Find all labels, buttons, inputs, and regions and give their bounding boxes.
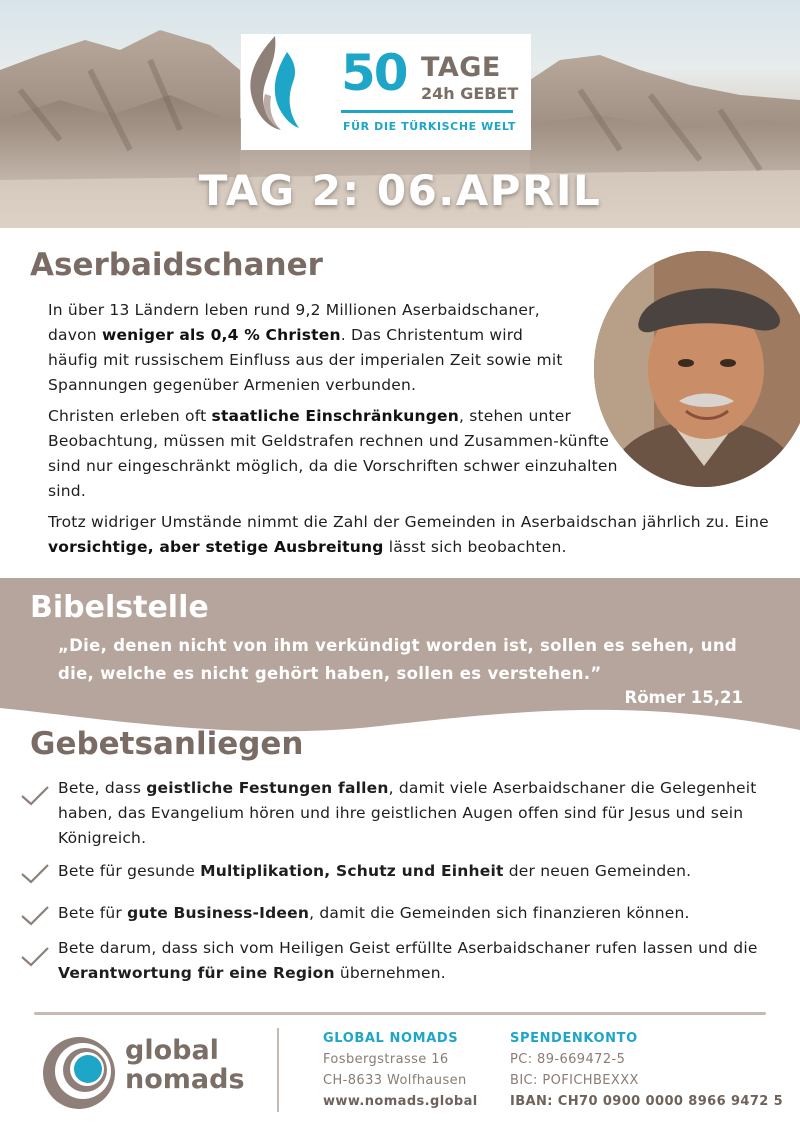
footer-separator xyxy=(277,1028,279,1112)
day-title: TAG 2: 06.APRIL xyxy=(198,166,602,215)
logo-tage: TAGE xyxy=(421,52,501,83)
bible-reference: Römer 15,21 xyxy=(624,688,743,707)
flame-logo-icon xyxy=(241,34,305,132)
logo-gebet: 24h GEBET xyxy=(421,84,519,103)
logo-number: 50 xyxy=(341,44,407,102)
prayer-item: Bete für gute Business-Ideen, damit die Gemeinden sich finanzieren können. xyxy=(58,904,690,922)
campaign-logo xyxy=(241,34,531,150)
donation-account: SPENDENKONTO PC: 89-669472-5 BIC: POFICHBEXXX IBAN: CH70 0900 0000 8966 9472 5 xyxy=(510,1031,784,1109)
section-heading-gebetsanliegen: Gebetsanliegen xyxy=(30,726,304,762)
global-nomads-wordmark: global nomads xyxy=(125,1035,245,1095)
organization-address: GLOBAL NOMADS Fosbergstrasse 16 CH-8633 Wolfhausen www.nomads.global xyxy=(323,1028,478,1112)
intro-paragraph: In über 13 Ländern leben rund 9,2 Millionen Aserbaidschaner, davon weniger als 0,4 % Christen. Das Christentum wird häufig mit russischem Einfluss aus der imperialen Zeit sowie mit Spannungen gegenüber Armenien verbunden. xyxy=(48,301,563,394)
bible-quote: „Die, denen nicht von ihm verkündigt worden ist, sollen es sehen, und die, welche es nicht gehört haben, sollen es verstehen.” xyxy=(58,636,737,683)
bible-heading: Bibelstelle xyxy=(30,590,209,625)
checkmark-icon xyxy=(20,862,50,886)
checkmark-icon xyxy=(20,904,50,928)
logo-subtitle: FÜR DIE TÜRKISCHE WELT xyxy=(343,120,516,133)
section-heading-aserbaidschaner: Aserbaidschaner xyxy=(30,247,323,283)
elderly-man-illustration xyxy=(594,251,800,487)
prayer-item: Bete darum, dass sich vom Heiligen Geist erfüllte Aserbaidschaner rufen lassen und die Verantwortung für eine Region übernehmen. xyxy=(58,939,758,982)
hero-banner xyxy=(0,0,800,228)
global-nomads-ring-icon xyxy=(40,1034,118,1112)
restrictions-paragraph: Christen erleben oft staatliche Einschränkungen, stehen unter Beobachtung, müssen mit Geldstrafen rechnen und Zusammen-künfte sind nur eingeschränkt möglich, da die Vorschriften schwer einzuhalten sind. xyxy=(48,407,618,500)
checkmark-icon xyxy=(20,784,50,808)
website-link[interactable]: www.nomads.global xyxy=(323,1094,478,1109)
growth-paragraph: Trotz widriger Umstände nimmt die Zahl der Gemeinden in Aserbaidschan jährlich zu. Eine vorsichtige, aber stetige Ausbreitung lässt sich beobachten. xyxy=(48,513,769,556)
checkmark-icon xyxy=(20,945,50,969)
prayer-item: Bete für gesunde Multiplikation, Schutz und Einheit der neuen Gemeinden. xyxy=(58,862,692,880)
portrait-photo xyxy=(594,251,800,487)
logo-divider xyxy=(341,110,513,113)
prayer-item: Bete, dass geistliche Festungen fallen, damit viele Aserbaidschaner die Gelegenheit haben, das Evangelium hören und ihre geistlichen Augen offen sind für Jesus und sein Königreich. xyxy=(58,779,757,847)
footer-divider xyxy=(34,1012,766,1015)
